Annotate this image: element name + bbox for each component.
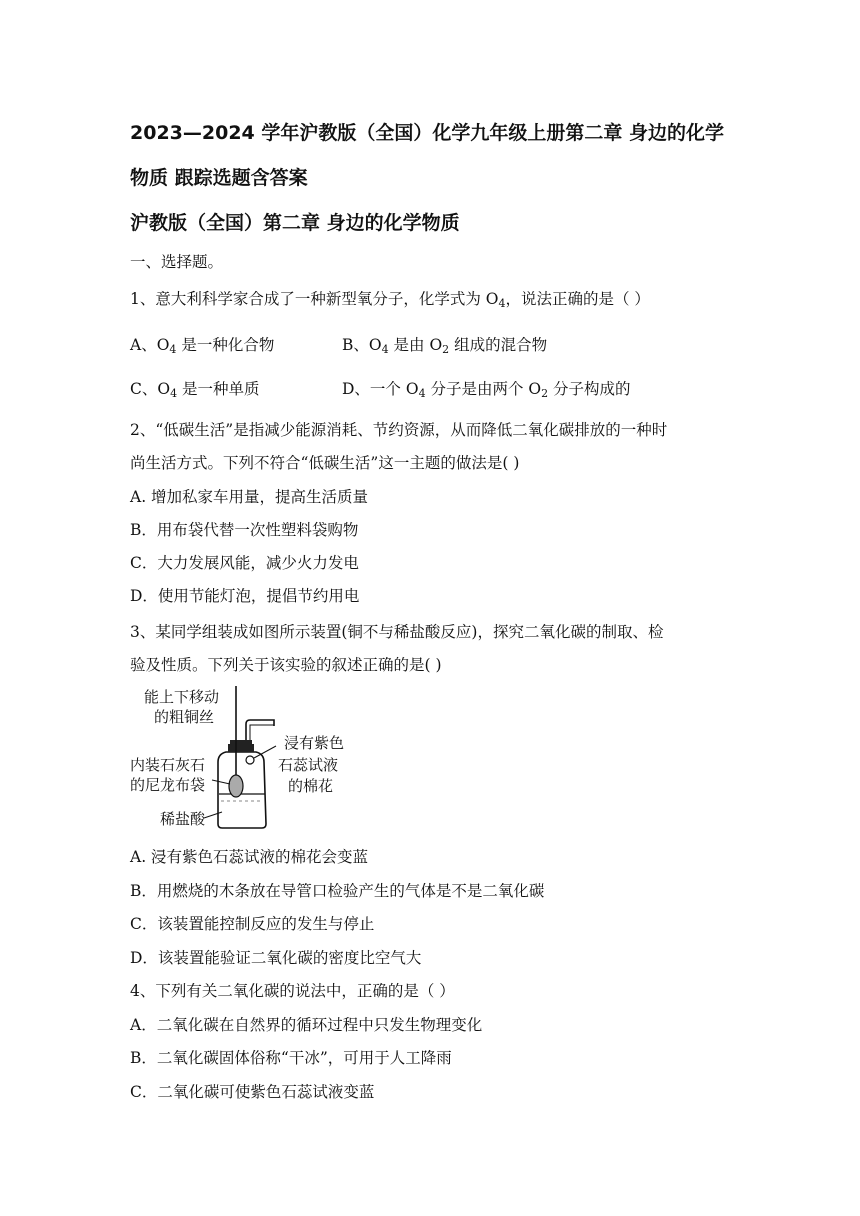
q4-option-c: C．二氧化碳可使紫色石蕊试液变蓝 <box>130 1083 375 1101</box>
q1-option-d: D、一个 $O_4$ 分子是由两个 $O_2$ 分子构成的 <box>342 380 631 400</box>
q2-stem-line-2: 尚生活方式。下列不符合“低碳生活”这一主题的做法是( ) <box>130 454 520 472</box>
q1-options-row-2 <box>130 377 631 400</box>
q1-stem: 1、意大利科学家合成了一种新型氧分子，化学式为 $O_4$，说法正确的是（ ） <box>130 290 650 310</box>
q3-option-a: A. 浸有紫色石蕊试液的棉花会变蓝 <box>130 848 369 866</box>
q2-option-c: C．大力发展风能，减少火力发电 <box>130 554 359 572</box>
q3-stem-line-1: 3、某同学组装成如图所示装置(铜不与稀盐酸反应)，探究二氧化碳的制取、检 <box>130 623 664 641</box>
chapter-subtitle: 沪教版（全国）第二章 身边的化学物质 <box>130 212 460 234</box>
q2-option-a: A. 增加私家车用量，提高生活质量 <box>130 488 369 506</box>
label-acid: 稀盐酸 <box>160 810 206 828</box>
label-wire-line-2: 的粗铜丝 <box>154 708 215 726</box>
q2-stem-line-1: 2、“低碳生活”是指减少能源消耗、节约资源，从而降低二氧化碳排放的一种时 <box>130 421 668 439</box>
q1-option-c: C、$O_4$ 是一种单质 <box>130 380 260 400</box>
document-title-line-2: 物质 跟踪选题含答案 <box>130 167 308 189</box>
section-heading: 一、选择题。 <box>130 253 224 271</box>
delivery-tube-inner <box>250 725 274 740</box>
q3-option-c: C．该装置能控制反应的发生与停止 <box>130 915 375 933</box>
q2-option-d: D．使用节能灯泡，提倡节约用电 <box>130 587 360 605</box>
label-cotton-line-3: 的棉花 <box>288 777 334 795</box>
label-cotton-line-2: 石蕊试液 <box>278 756 339 774</box>
stopper <box>228 744 254 752</box>
cotton-ball <box>246 756 254 764</box>
q4-option-b: B．二氧化碳固体俗称“干冰”，可用于人工降雨 <box>130 1049 452 1067</box>
co2-apparatus-figure <box>126 684 386 834</box>
bag-leader-line <box>212 780 230 784</box>
q1-option-a: A、$O_4$ 是一种化合物 <box>130 336 275 356</box>
q3-option-d: D．该装置能验证二氧化碳的密度比空气大 <box>130 949 422 967</box>
q4-stem: 4、下列有关二氧化碳的说法中，正确的是（ ） <box>130 982 455 1000</box>
q1-options-row-1 <box>130 333 548 356</box>
nylon-bag <box>229 775 243 797</box>
label-wire-line-1: 能上下移动 <box>144 688 220 706</box>
acid-leader-line <box>204 812 222 818</box>
label-cotton-line-1: 浸有紫色 <box>284 734 345 752</box>
q1-option-b: B、$O_4$ 是由 $O_2$ 组成的混合物 <box>342 336 548 356</box>
stopper-top <box>230 740 252 744</box>
document-title-line-1: 2023—2024 学年沪教版（全国）化学九年级上册第二章 身边的化学 <box>130 122 724 144</box>
q2-option-b: B．用布袋代替一次性塑料袋购物 <box>130 521 359 539</box>
label-bag-line-2: 的尼龙布袋 <box>130 776 206 794</box>
q3-stem-line-2: 验及性质。下列关于该实验的叙述正确的是( ) <box>130 656 442 674</box>
q4-option-a: A．二氧化碳在自然界的循环过程中只发生物理变化 <box>130 1016 483 1034</box>
label-bag-line-1: 内装石灰石 <box>130 756 206 774</box>
q3-option-b: B．用燃烧的木条放在导管口检验产生的气体是不是二氧化碳 <box>130 882 545 900</box>
